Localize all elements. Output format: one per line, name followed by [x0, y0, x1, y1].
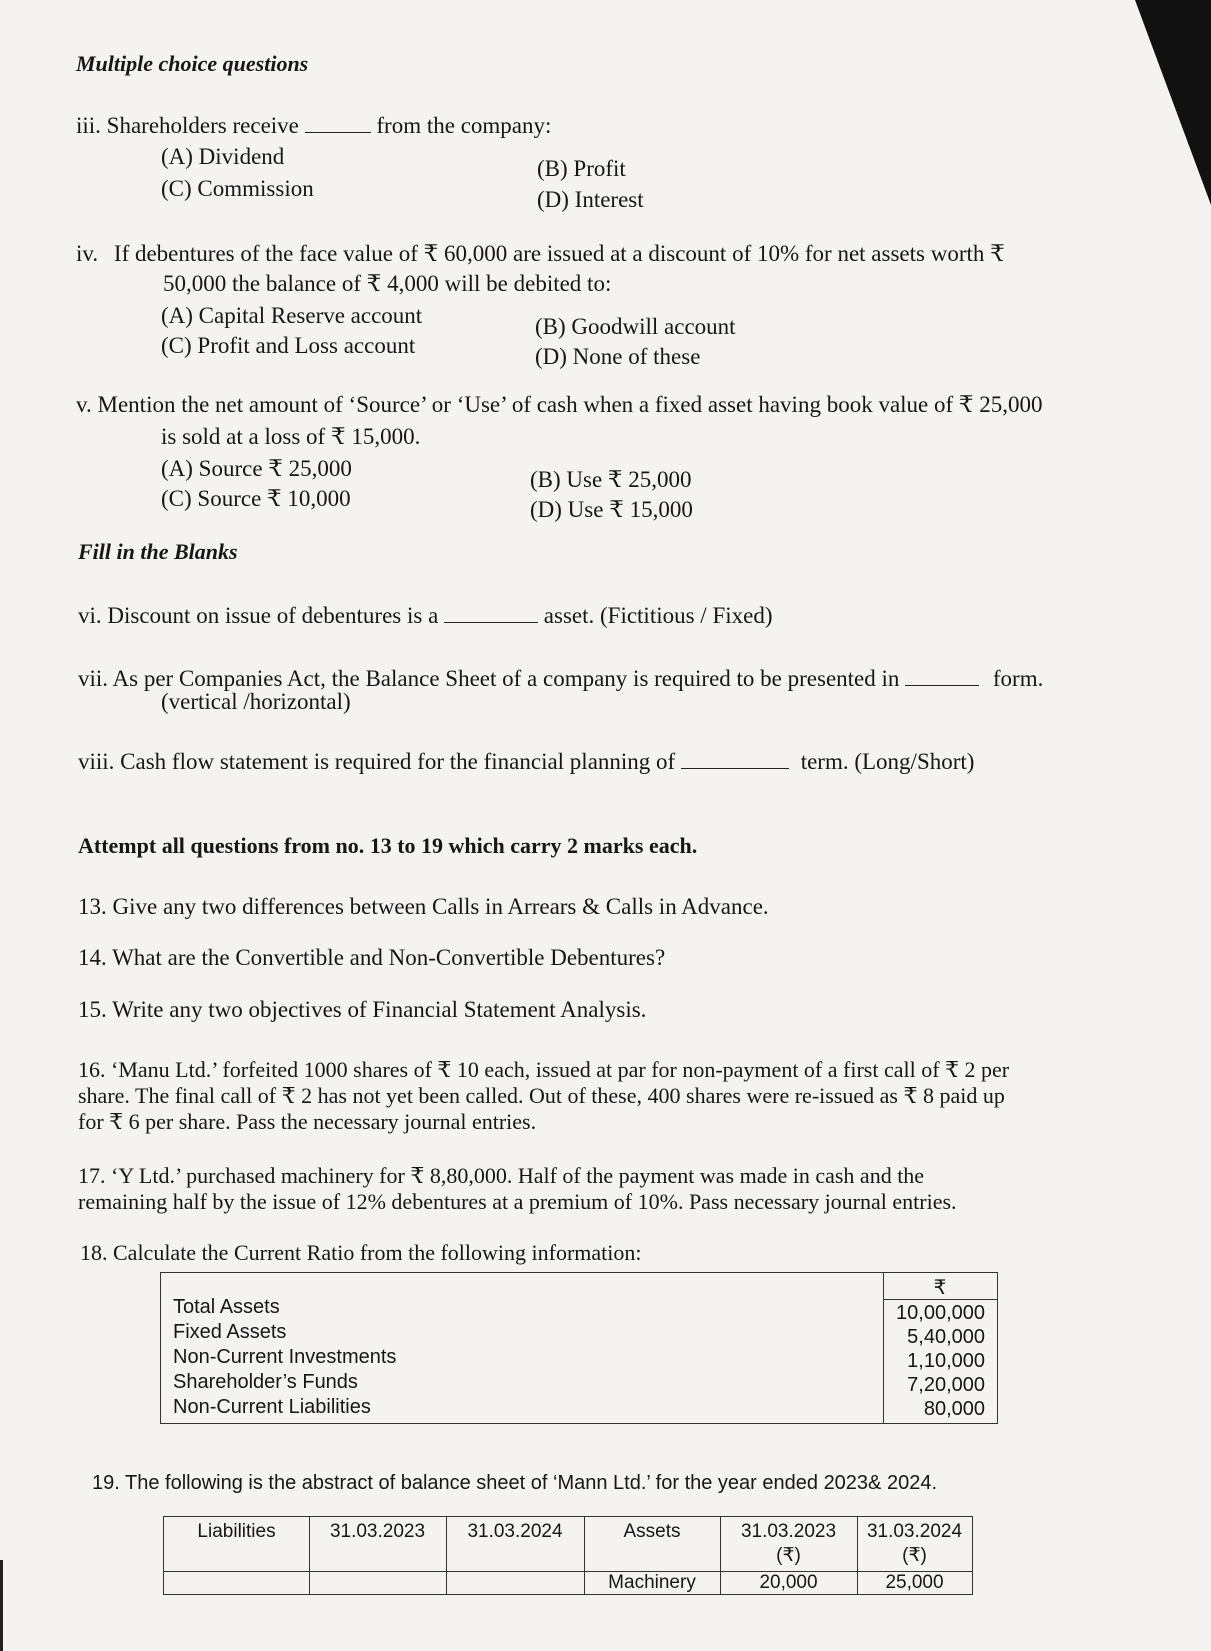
- question-stem: from the company:: [376, 113, 552, 138]
- table-row-label: Fixed Assets: [173, 1321, 287, 1343]
- option-d: (D) Use ₹ 15,000: [530, 497, 693, 522]
- question-15: 15. Write any two objectives of Financial Statement Analysis.: [78, 997, 647, 1022]
- question-13: 13. Give any two differences between Calls in Arrears & Calls in Advance.: [78, 894, 769, 919]
- section-title-fib: Fill in the Blanks: [78, 539, 238, 564]
- col-header-date: 31.03.2024: [866, 1521, 963, 1542]
- table-cell-value: 20,000: [759, 1572, 818, 1593]
- question-stem: asset. (Fictitious / Fixed): [543, 603, 773, 628]
- col-currency: (₹): [776, 1545, 801, 1566]
- page-corner-shadow: [1135, 0, 1211, 205]
- answer-blank: [681, 767, 789, 769]
- section-title-attempt: Attempt all questions from no. 13 to 19 which carry 2 marks each.: [78, 833, 698, 858]
- option-a: (A) Capital Reserve account: [161, 303, 423, 328]
- question-stem: vii. As per Companies Act, the Balance Sheet of a company is required to be presented in: [78, 666, 900, 691]
- col-header-date: 31.03.2024: [467, 1521, 563, 1542]
- currency-header: ₹: [933, 1277, 947, 1299]
- current-ratio-table: [160, 1272, 998, 1424]
- question-v: [76, 391, 1043, 419]
- col-currency: (₹): [902, 1545, 927, 1566]
- question-number: v.: [76, 392, 92, 417]
- option-c: (C) Source ₹ 10,000: [161, 486, 351, 511]
- question-number: iii.: [76, 113, 101, 138]
- question-stem-cont: 50,000 the balance of ₹ 4,000 will be debited to:: [163, 271, 612, 296]
- question-viii: [78, 748, 974, 776]
- option-c: (C) Commission: [161, 176, 314, 201]
- table-row-value: 7,20,000: [907, 1374, 985, 1396]
- question-stem: viii. Cash flow statement is required for the financial planning of: [78, 749, 676, 774]
- answer-blank: [444, 621, 538, 623]
- col-header-liabilities: Liabilities: [197, 1521, 276, 1542]
- question-17-line2: remaining half by the issue of 12% debentures at a premium of 10%. Pass necessary journal entries.: [78, 1189, 957, 1214]
- question-19: 19. The following is the abstract of balance sheet of ‘Mann Ltd.’ for the year ended 2023& 2024.: [92, 1472, 937, 1494]
- option-b: (B) Use ₹ 25,000: [530, 467, 692, 492]
- col-header-date: 31.03.2023: [329, 1521, 426, 1542]
- question-number: iv.: [76, 241, 99, 266]
- answer-blank: [905, 684, 979, 686]
- question-16-line1: 16. ‘Manu Ltd.’ forfeited 1000 shares of ₹ 10 each, issued at par for non-payment of a first call of ₹ 2 per: [78, 1057, 1010, 1082]
- page-edge-shadow: [0, 1560, 3, 1651]
- col-header-assets: Assets: [623, 1521, 681, 1542]
- question-options-hint: (vertical /horizontal): [161, 689, 351, 714]
- question-stem: If debentures of the face value of ₹ 60,000 are issued at a discount of 10% for net assets worth ₹: [113, 241, 1005, 266]
- question-16-line3: for ₹ 6 per share. Pass the necessary journal entries.: [78, 1109, 537, 1134]
- table-row-value: 5,40,000: [907, 1326, 985, 1348]
- table-row-label: Total Assets: [173, 1296, 280, 1318]
- question-stem: form.: [992, 666, 1044, 691]
- option-d: (D) None of these: [535, 344, 701, 369]
- question-iii: [76, 112, 551, 140]
- question-16-line2: share. The final call of ₹ 2 has not yet been called. Out of these, 400 shares were re-issued as ₹ 8 paid up: [78, 1083, 1005, 1108]
- option-a: (A) Dividend: [161, 144, 285, 169]
- option-b: (B) Profit: [537, 156, 626, 181]
- question-stem: Mention the net amount of ‘Source’ or ‘Use’ of cash when a fixed asset having book value of ₹ 25,000: [97, 392, 1043, 417]
- question-18: 18. Calculate the Current Ratio from the following information:: [80, 1240, 642, 1265]
- question-stem: Shareholders receive: [106, 113, 299, 138]
- table-row-label: Shareholder’s Funds: [173, 1371, 358, 1393]
- question-iv: [76, 240, 1005, 268]
- question-14: 14. What are the Convertible and Non-Convertible Debentures?: [78, 945, 666, 970]
- section-title-mcq: Multiple choice questions: [76, 51, 309, 76]
- option-d: (D) Interest: [537, 187, 644, 212]
- option-b: (B) Goodwill account: [535, 314, 736, 339]
- table-row-value: 1,10,000: [907, 1350, 985, 1372]
- table-row-value: 10,00,000: [896, 1302, 985, 1324]
- col-header-date: 31.03.2023: [740, 1521, 837, 1542]
- table-row-label: Non-Current Investments: [173, 1346, 397, 1368]
- balance-sheet-table: [163, 1516, 973, 1595]
- question-stem: vi. Discount on issue of debentures is a: [78, 603, 439, 628]
- question-vi: [78, 602, 773, 630]
- table-cell-asset: Machinery: [608, 1572, 696, 1593]
- answer-blank: [305, 131, 371, 133]
- question-stem-cont: is sold at a loss of ₹ 15,000.: [161, 424, 421, 449]
- table-cell-value: 25,000: [885, 1572, 944, 1593]
- option-c: (C) Profit and Loss account: [161, 333, 416, 358]
- table-row-value: 80,000: [923, 1398, 985, 1420]
- option-a: (A) Source ₹ 25,000: [161, 456, 352, 481]
- question-stem: term. (Long/Short): [800, 749, 975, 774]
- table-row-label: Non-Current Liabilities: [173, 1396, 371, 1418]
- question-17-line1: 17. ‘Y Ltd.’ purchased machinery for ₹ 8,80,000. Half of the payment was made in cash and the: [78, 1163, 925, 1188]
